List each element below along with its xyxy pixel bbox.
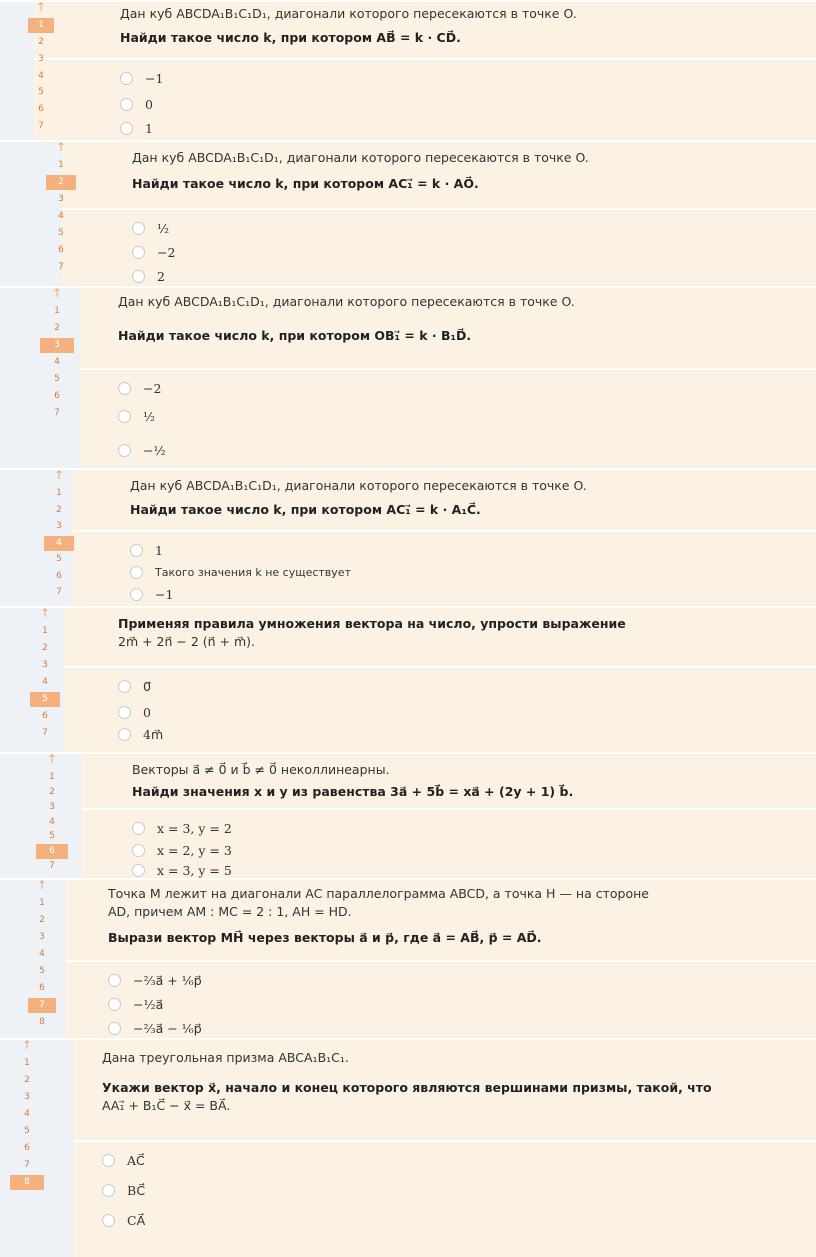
question-background [74, 1040, 816, 1257]
answer-option[interactable] [132, 266, 165, 286]
nav-question-6[interactable]: 6 [42, 711, 48, 721]
answer-option-label: −2 [143, 380, 162, 396]
answer-option[interactable] [130, 584, 173, 604]
nav-question-1[interactable]: 1 [24, 1058, 30, 1068]
answer-option-label: 4m⃗ [143, 726, 164, 742]
nav-question-5[interactable]: 5 [49, 831, 55, 842]
answer-option-label: −1 [145, 70, 164, 86]
answer-option[interactable] [132, 218, 169, 238]
question-text: Дан куб ABCDA₁B₁C₁D₁, диагонали которого пересекаются в точке O. [132, 150, 589, 165]
nav-question-7[interactable]: 7 [24, 1160, 30, 1170]
options-divider [82, 808, 816, 810]
answer-option[interactable] [132, 818, 232, 838]
question-panel [0, 286, 816, 468]
nav-question-3[interactable]: 3 [40, 338, 74, 353]
question-text: AA₁⃗ + B₁C⃗ − x⃗ = BA⃗. [102, 1098, 231, 1113]
nav-question-6[interactable]: 6 [58, 245, 64, 255]
nav-question-1[interactable]: 1 [28, 18, 54, 33]
nav-question-5[interactable]: 5 [56, 554, 62, 565]
radio-button[interactable] [132, 864, 145, 877]
scroll-up-arrow-icon[interactable]: ↑ [46, 752, 58, 766]
radio-button[interactable] [118, 706, 131, 719]
question-nav [28, 2, 54, 140]
answer-option-label: −⅔a⃗ − ⅙p⃗ [133, 1020, 202, 1036]
radio-button[interactable] [130, 544, 143, 557]
radio-button[interactable] [132, 844, 145, 857]
answer-option[interactable] [132, 840, 232, 860]
scroll-up-arrow-icon[interactable]: ↑ [39, 606, 51, 620]
nav-question-5[interactable]: 5 [30, 692, 60, 707]
nav-question-6[interactable]: 6 [24, 1143, 30, 1153]
answer-option[interactable] [120, 94, 153, 114]
nav-question-2[interactable]: 2 [38, 36, 44, 47]
answer-option[interactable] [102, 1150, 145, 1170]
question-text: Применяя правила умножения вектора на число, упрости выражение [118, 616, 626, 631]
answer-option[interactable] [118, 378, 161, 398]
answer-option-label: BC⃗ [127, 1182, 146, 1198]
options-divider [64, 666, 816, 668]
answer-option-label: 1 [155, 542, 163, 558]
scroll-up-arrow-icon[interactable]: ↑ [51, 286, 63, 300]
radio-button[interactable] [102, 1154, 115, 1167]
answer-option-label: 0⃗ [143, 678, 151, 694]
radio-button[interactable] [108, 1022, 121, 1035]
nav-question-5[interactable]: 5 [24, 1126, 30, 1136]
scroll-up-arrow-icon[interactable]: ↑ [55, 140, 67, 154]
question-panel [0, 140, 816, 286]
question-text: Дан куб ABCDA₁B₁C₁D₁, диагонали которого пересекаются в точке O. [120, 6, 577, 21]
nav-question-7[interactable]: 7 [49, 861, 55, 872]
nav-question-6[interactable]: 6 [38, 104, 44, 115]
nav-question-1[interactable]: 1 [42, 626, 48, 636]
question-panel [0, 1038, 816, 1257]
radio-button[interactable] [118, 410, 131, 423]
question-nav [44, 470, 74, 606]
answer-option-label: x = 3, y = 5 [157, 862, 232, 878]
nav-question-6[interactable]: 6 [54, 391, 60, 401]
answer-option-label: −1 [155, 586, 174, 602]
scroll-up-arrow-icon[interactable]: ↑ [21, 1038, 33, 1052]
answer-option[interactable] [118, 440, 166, 460]
radio-button[interactable] [102, 1214, 115, 1227]
radio-button[interactable] [130, 566, 143, 579]
options-divider [66, 960, 816, 962]
answer-option-label: x = 3, y = 2 [157, 820, 232, 836]
nav-question-2[interactable]: 2 [49, 786, 55, 797]
nav-question-2[interactable]: 2 [56, 504, 62, 515]
nav-question-7[interactable]: 7 [38, 121, 44, 132]
question-panel [0, 752, 816, 878]
answer-option-label: −2 [157, 244, 176, 260]
question-text: 2m⃗ + 2n⃗ − 2 (n⃗ + m⃗). [118, 634, 256, 649]
question-nav [30, 608, 60, 752]
question-text: Укажи вектор x⃗, начало и конец которого являются вершинами призмы, такой, что [102, 1080, 712, 1095]
answer-option[interactable] [118, 406, 155, 426]
radio-button[interactable] [120, 98, 133, 111]
question-background [80, 288, 816, 468]
answer-option-label: x = 2, y = 3 [157, 842, 232, 858]
nav-question-3[interactable]: 3 [24, 1092, 30, 1102]
nav-question-1[interactable]: 1 [39, 898, 45, 908]
nav-question-4[interactable]: 4 [39, 949, 45, 959]
answer-option-label: ½ [157, 220, 170, 236]
answer-option-label: AC⃗ [127, 1152, 145, 1168]
question-panel [0, 468, 816, 606]
options-divider [80, 368, 816, 370]
scroll-up-arrow-icon[interactable]: ↑ [36, 878, 48, 892]
nav-question-4[interactable]: 4 [24, 1109, 30, 1119]
question-prompt: Найди такое число k, при котором AB⃗ = k · CD⃗. [120, 30, 461, 45]
nav-question-5[interactable]: 5 [39, 966, 45, 976]
answer-option[interactable] [130, 540, 163, 560]
nav-question-5[interactable]: 5 [54, 374, 60, 384]
radio-button[interactable] [102, 1184, 115, 1197]
nav-question-1[interactable]: 1 [58, 160, 64, 170]
answer-option[interactable] [118, 702, 151, 722]
question-prompt: Найди такое число k, при котором AC₁⃗ = k · AO⃗. [132, 176, 479, 191]
options-divider [74, 1140, 816, 1142]
nav-question-3[interactable]: 3 [42, 660, 48, 670]
answer-option[interactable] [102, 1210, 145, 1230]
question-prompt: Найди значения x и y из равенства 3a⃗ + 5b⃗ = xa⃗ + (2y + 1) b⃗. [132, 784, 574, 799]
radio-button[interactable] [120, 122, 133, 135]
question-prompt: Вырази вектор MH⃗ через векторы a⃗ и p⃗, где a⃗ = AB⃗, p⃗ = AD⃗. [108, 930, 542, 945]
scroll-up-arrow-icon[interactable]: ↑ [53, 468, 65, 482]
question-panel [0, 606, 816, 752]
nav-question-7[interactable]: 7 [54, 408, 60, 418]
nav-question-7[interactable]: 7 [56, 587, 62, 598]
nav-question-3[interactable]: 3 [58, 194, 64, 204]
radio-button[interactable] [130, 588, 143, 601]
question-panel [0, 0, 816, 140]
question-nav [36, 754, 68, 878]
nav-question-2[interactable]: 2 [54, 323, 60, 333]
nav-question-4[interactable]: 4 [49, 816, 55, 827]
question-text: Точка M лежит на диагонали AC параллелограмма ABCD, а точка H — на стороне [108, 886, 649, 901]
nav-question-4[interactable]: 4 [44, 536, 74, 551]
radio-button[interactable] [108, 974, 121, 987]
answer-option[interactable] [132, 242, 175, 262]
question-nav [46, 142, 76, 286]
question-nav [40, 288, 74, 468]
nav-question-6[interactable]: 6 [39, 983, 45, 993]
question-nav [28, 880, 56, 1038]
nav-question-6[interactable]: 6 [36, 844, 68, 859]
radio-button[interactable] [132, 270, 145, 283]
options-divider [72, 530, 816, 532]
question-prompt: Найди такое число k, при котором OB₁⃗ = k · B₁D⃗. [118, 328, 472, 343]
answer-option-label: 0 [145, 96, 153, 112]
answer-option[interactable] [108, 970, 202, 990]
radio-button[interactable] [108, 998, 121, 1011]
answer-option-label: 1 [145, 120, 153, 136]
radio-button[interactable] [118, 444, 131, 457]
answer-option[interactable] [130, 562, 351, 582]
nav-question-4[interactable]: 4 [54, 357, 60, 367]
answer-option-label: −½ [143, 442, 166, 458]
answer-option-label: −½a⃗ [133, 996, 164, 1012]
question-text: Дан куб ABCDA₁B₁C₁D₁, диагонали которого пересекаются в точке O. [130, 478, 587, 493]
answer-option-label: Такого значения k не существует [155, 565, 351, 579]
radio-button[interactable] [118, 382, 131, 395]
nav-question-4[interactable]: 4 [42, 677, 48, 687]
nav-question-1[interactable]: 1 [49, 772, 55, 782]
nav-question-5[interactable]: 5 [58, 228, 64, 238]
question-text: Дана треугольная призма ABCA₁B₁C₁. [102, 1050, 349, 1065]
question-nav [10, 1040, 44, 1257]
radio-button[interactable] [120, 72, 133, 85]
nav-question-6[interactable]: 6 [56, 570, 62, 581]
radio-button[interactable] [118, 728, 131, 741]
answer-option[interactable] [102, 1180, 145, 1200]
nav-question-2[interactable]: 2 [39, 915, 45, 925]
question-panel [0, 878, 816, 1038]
answer-option[interactable] [120, 68, 163, 88]
nav-question-1[interactable]: 1 [56, 488, 62, 498]
question-prompt: Найди такое число k, при котором AC₁⃗ = k · A₁C⃗. [130, 502, 481, 517]
nav-question-2[interactable]: 2 [24, 1075, 30, 1085]
radio-button[interactable] [132, 222, 145, 235]
answer-option-label: −⅔a⃗ + ⅙p⃗ [133, 972, 202, 988]
answer-option-label: 0 [143, 704, 151, 720]
nav-question-3[interactable]: 3 [38, 53, 44, 64]
answer-option-label: ½ [143, 408, 156, 424]
answer-option[interactable] [132, 860, 232, 880]
answer-option[interactable] [120, 118, 153, 138]
scroll-up-arrow-icon[interactable]: ↑ [35, 0, 47, 14]
question-text: Дан куб ABCDA₁B₁C₁D₁, диагонали которого пересекаются в точке O. [118, 294, 575, 309]
nav-question-7[interactable]: 7 [42, 728, 48, 738]
options-divider [62, 208, 816, 210]
answer-option[interactable] [118, 676, 151, 696]
nav-question-8[interactable]: 8 [10, 1175, 44, 1190]
nav-question-4[interactable]: 4 [38, 70, 44, 81]
options-divider [34, 58, 816, 60]
nav-question-7[interactable]: 7 [28, 998, 56, 1013]
question-text: Векторы a⃗ ≠ 0⃗ и b⃗ ≠ 0⃗ неколлинеарны. [132, 762, 390, 777]
radio-button[interactable] [118, 680, 131, 693]
nav-question-3[interactable]: 3 [49, 801, 55, 812]
nav-question-2[interactable]: 2 [46, 175, 76, 190]
nav-question-4[interactable]: 4 [58, 211, 64, 221]
answer-option[interactable] [108, 994, 163, 1014]
answer-option-label: CA⃗ [127, 1212, 146, 1228]
nav-question-2[interactable]: 2 [42, 643, 48, 653]
nav-question-1[interactable]: 1 [54, 306, 60, 316]
question-text: AD, причем AM : MC = 2 : 1, AH = HD. [108, 904, 352, 919]
radio-button[interactable] [132, 822, 145, 835]
answer-option[interactable] [108, 1018, 202, 1038]
nav-question-3[interactable]: 3 [39, 932, 45, 942]
answer-option[interactable] [118, 724, 163, 744]
nav-question-3[interactable]: 3 [56, 521, 62, 532]
radio-button[interactable] [132, 246, 145, 259]
nav-question-5[interactable]: 5 [38, 87, 44, 98]
answer-option-label: 2 [157, 268, 165, 284]
nav-question-8[interactable]: 8 [39, 1017, 45, 1027]
nav-question-7[interactable]: 7 [58, 262, 64, 272]
